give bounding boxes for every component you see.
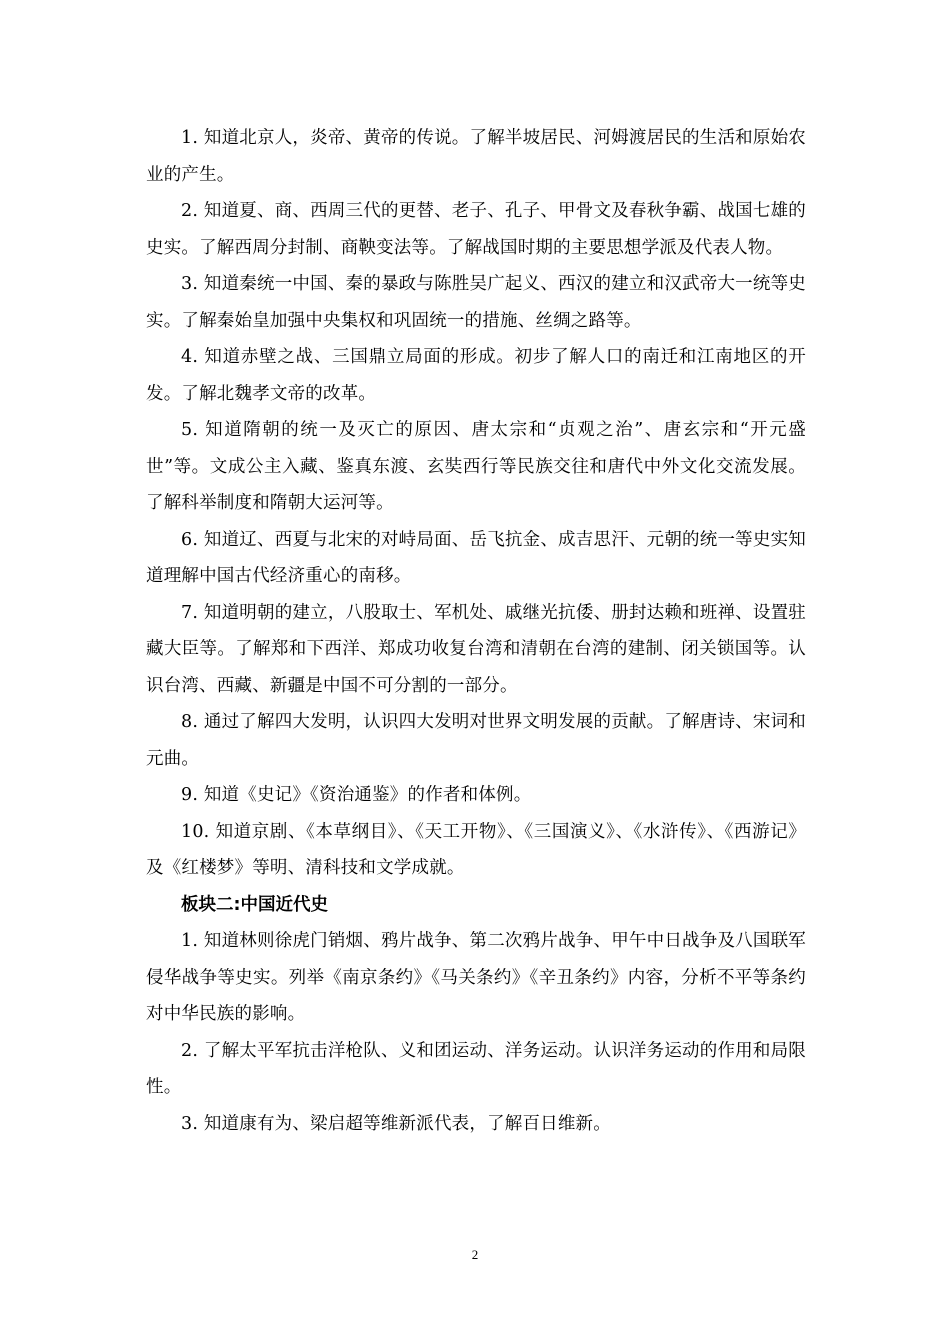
- paragraph-ancient-7: 7. 知道明朝的建立，八股取士、军机处、戚继光抗倭、册封达赖和班禅、设置驻藏大臣等。了解郑和下西洋、郑成功收复台湾和清朝在台湾的建制、闭关锁国等。认识台湾、西藏、新疆是中国不可分割的一部分。: [146, 602, 806, 696]
- paragraph-ancient-6: 6. 知道辽、西夏与北宋的对峙局面、岳飞抗金、成吉思汗、元朝的统一等史实知道理解中国古代经济重心的南移。: [146, 529, 806, 586]
- paragraph-modern-1: 1. 知道林则徐虎门销烟、鸦片战争、第二次鸦片战争、甲午中日战争及八国联军侵华战争等史实。列举《南京条约》《马关条约》《辛丑条约》内容，分析不平等条约对中华民族的影响。: [146, 931, 806, 1024]
- paragraph-modern-3: 3. 知道康有为、梁启超等维新派代表，了解百日维新。: [181, 1113, 611, 1134]
- paragraph-ancient-1: 1. 知道北京人，炎帝、黄帝的传说。了解半坡居民、河姆渡居民的生活和原始农业的产生。: [146, 128, 806, 185]
- paragraph-ancient-5: 5. 知道隋朝的统一及灭亡的原因、唐太宗和“贞观之治”、唐玄宗和“开元盛世”等。文成公主入藏、鉴真东渡、玄奘西行等民族交往和唐代中外文化交流发展。了解科举制度和隋朝大运河等。: [146, 420, 806, 513]
- paragraph-ancient-2: 2. 知道夏、商、西周三代的更替、老子、孔子、甲骨文及春秋争霸、战国七雄的史实。了解西周分封制、商鞅变法等。了解战国时期的主要思想学派及代表人物。: [146, 201, 806, 258]
- paragraph-ancient-3: 3. 知道秦统一中国、秦的暴政与陈胜吴广起义、西汉的建立和汉武帝大一统等史实。了解秦始皇加强中央集权和巩固统一的措施、丝绸之路等。: [146, 274, 806, 331]
- paragraph-ancient-9: 9. 知道《史记》《资治通鉴》的作者和体例。: [181, 785, 532, 805]
- document-body: [146, 120, 806, 1142]
- paragraph-ancient-10: 10. 知道京剧、《本草纲目》、《天工开物》、《三国演义》、《水浒传》、《西游记》及《红楼梦》等明、清科技和文学成就。: [146, 821, 806, 878]
- section-heading-modern-history: 板块二:中国近代史: [181, 894, 328, 915]
- paragraph-ancient-8: 8. 通过了解四大发明，认识四大发明对世界文明发展的贡献。了解唐诗、宋词和元曲。: [146, 712, 806, 769]
- paragraph-modern-2: 2. 了解太平军抗击洋枪队、义和团运动、洋务运动。认识洋务运动的作用和局限性。: [146, 1040, 806, 1097]
- paragraph-ancient-4: 4. 知道赤壁之战、三国鼎立局面的形成。初步了解人口的南迁和江南地区的开发。了解北魏孝文帝的改革。: [146, 347, 806, 404]
- page-number: 2: [471, 1247, 479, 1262]
